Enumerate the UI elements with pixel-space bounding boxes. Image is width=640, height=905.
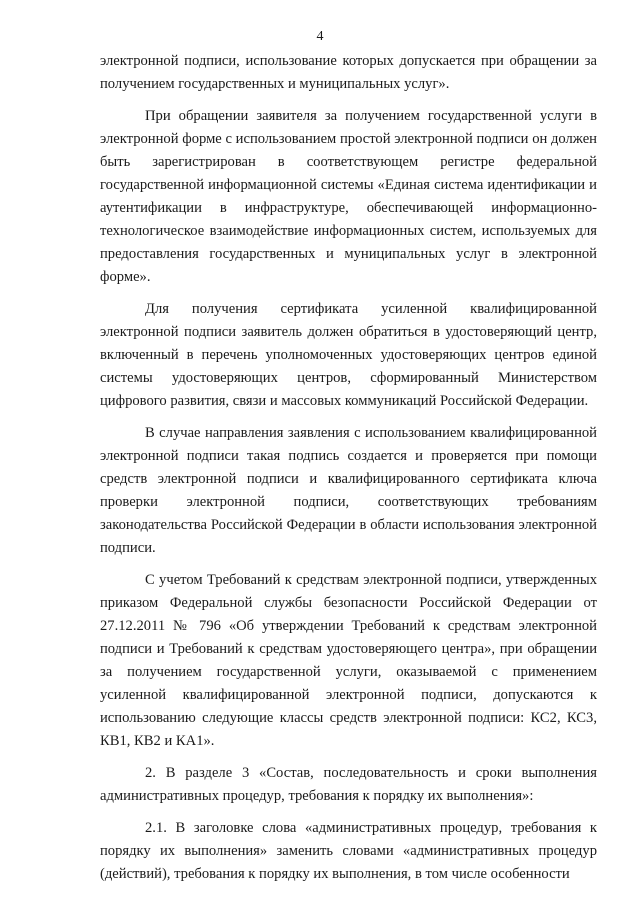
- document-body: [100, 50, 597, 886]
- paragraph-continuation: электронной подписи, использование которых допускается при обращении за получением государственных и муниципальных услуг».: [100, 53, 597, 92]
- paragraph-fsb-requirements: С учетом Требований к средствам электронной подписи, утвержденных приказом Федеральной службы безопасности Российской Федерации от 27.12.2011 № 796 «Об утверждении Требований к средствам электронной подписи и Требований к средствам удостоверяющего центра», при обращении за получением государственной услуги, оказываемой с применением усиленной квалифицированной электронной подписи, допускаются к использованию следующие классы средств электронной подписи: КС2, КС3, КВ1, КВ2 и КА1».: [100, 572, 597, 749]
- paragraph-item-2: 2. В разделе 3 «Состав, последовательность и сроки выполнения административных процедур, требования к порядку их выполнения»:: [100, 765, 597, 804]
- page-number: 4: [316, 29, 324, 44]
- paragraph-qualified-signature: В случае направления заявления с использованием квалифицированной электронной подписи такая подпись создается и проверяется при помощи средств электронной подписи и квалифицированного сертификата ключа проверки электронной подписи, соответствующих требованиям законодательства Российской Федерации в области использования электронной подписи.: [100, 425, 597, 556]
- paragraph-certificate: Для получения сертификата усиленной квалифицированной электронной подписи заявитель должен обратиться в удостоверяющий центр, включенный в перечень уполномоченных удостоверяющих центров единой системы удостоверяющих центров, сформированный Министерством цифрового развития, связи и массовых коммуникаций Российской Федерации.: [100, 301, 597, 409]
- paragraph-item-2-1: 2.1. В заголовке слова «административных процедур, требования к порядку их выполнения» заменить словами «административных процедур (действий), требования к порядку их выполнения, в том числе особенности: [100, 820, 597, 882]
- paragraph-simple-signature: При обращении заявителя за получением государственной услуги в электронной форме с использованием простой электронной подписи он должен быть зарегистрирован в соответствующем регистре федеральной государственной информационной системы «Единая система идентификации и аутентификации в инфраструктуре, обеспечивающей информационно-технологическое взаимодействие информационных систем, используемых для предоставления государственных и муниципальных услуг в электронной форме».: [100, 108, 597, 285]
